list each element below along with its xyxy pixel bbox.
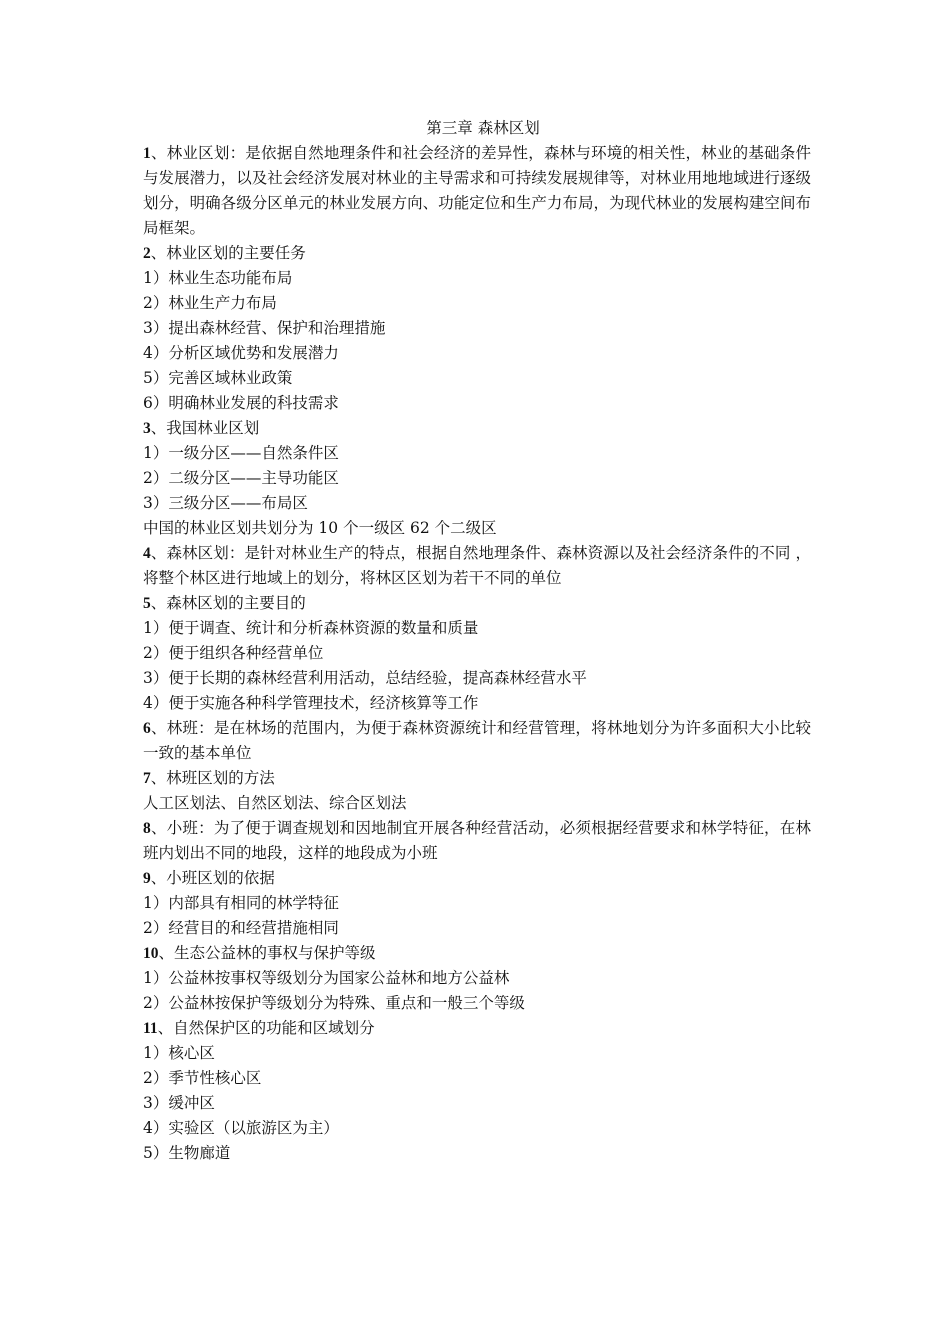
section-heading — [143, 766, 811, 791]
text-line — [143, 366, 811, 391]
section-number: 3 — [143, 420, 151, 437]
text-line — [143, 441, 811, 466]
text-line — [143, 691, 811, 716]
line-text: 2）二级分区——主导功能区 — [143, 469, 339, 487]
line-text: 2）林业生产力布局 — [143, 294, 277, 312]
section-heading — [143, 866, 811, 891]
line-text: 、林业区划的主要任务 — [150, 244, 306, 262]
line-text: 、林班：是在林场的范围内，为便于森林资源统计和经营管理，将林地划分为许多面积大小比较一致的基本单位 — [143, 719, 811, 762]
line-text: 、生态公益林的事权与保护等级 — [158, 944, 376, 962]
line-text: 3）提出森林经营、保护和治理措施 — [143, 319, 386, 337]
text-line — [143, 291, 811, 316]
section-heading — [143, 716, 811, 766]
text-line — [143, 641, 811, 666]
text-line — [143, 1066, 811, 1091]
line-text: 、林班区划的方法 — [150, 769, 275, 787]
line-text: 1）公益林按事权等级划分为国家公益林和地方公益林 — [143, 969, 510, 987]
line-text: 、森林区划：是针对林业生产的特点，根据自然地理条件、森林资源以及社会经济条件的不同 ，将整个林区进行地域上的划分，将林区区划为若干不同的单位 — [143, 544, 811, 587]
line-text: 3）缓冲区 — [143, 1094, 215, 1112]
section-heading — [143, 1016, 811, 1041]
text-line — [143, 1116, 811, 1141]
section-number: 11 — [143, 1020, 158, 1037]
section-number: 1 — [143, 145, 151, 162]
text-line — [143, 491, 811, 516]
text-line — [143, 466, 811, 491]
text-line — [143, 991, 811, 1016]
line-text: 、林业区划：是依据自然地理条件和社会经济的差异性，森林与环境的相关性，林业的基础条件与发展潜力，以及社会经济发展对林业的主导需求和可持续发展规律等，对林业用地地域进行逐级划分，明确各级分区单元的林业发展方向、功能定位和生产力布局，为现代林业的发展构建空间布局框架。 — [143, 144, 811, 237]
text-line — [143, 1141, 811, 1166]
line-text: 4）便于实施各种科学管理技术，经济核算等工作 — [143, 694, 479, 712]
section-number: 2 — [143, 245, 151, 262]
line-text: 4）分析区域优势和发展潜力 — [143, 344, 339, 362]
section-heading — [143, 591, 811, 616]
line-text: 1）便于调查、统计和分析森林资源的数量和质量 — [143, 619, 479, 637]
chapter-title: 第三章 森林区划 — [426, 119, 540, 137]
text-line — [143, 891, 811, 916]
section-heading — [143, 941, 811, 966]
text-line — [143, 391, 811, 416]
document-body — [143, 141, 811, 1166]
line-text: 中国的林业区划共划分为 10 个一级区 62 个二级区 — [143, 519, 497, 537]
text-line — [143, 316, 811, 341]
section-heading — [143, 416, 811, 441]
text-line — [143, 516, 811, 541]
section-number: 6 — [143, 720, 151, 737]
line-text: 2）经营目的和经营措施相同 — [143, 919, 339, 937]
section-heading — [143, 241, 811, 266]
text-line — [143, 666, 811, 691]
text-line — [143, 341, 811, 366]
line-text: 6）明确林业发展的科技需求 — [143, 394, 339, 412]
line-text: 5）生物廊道 — [143, 1144, 231, 1162]
line-text: 1）一级分区——自然条件区 — [143, 444, 339, 462]
line-text: 人工区划法、自然区划法、综合区划法 — [143, 794, 407, 812]
line-text: 、我国林业区划 — [150, 419, 260, 437]
text-line — [143, 266, 811, 291]
document-page — [143, 116, 811, 1166]
section-number: 5 — [143, 595, 151, 612]
section-heading — [143, 141, 811, 241]
line-text: 5）完善区域林业政策 — [143, 369, 293, 387]
section-number: 9 — [143, 870, 151, 887]
line-text: 2）便于组织各种经营单位 — [143, 644, 324, 662]
section-heading — [143, 816, 811, 866]
text-line — [143, 916, 811, 941]
section-number: 8 — [143, 820, 151, 837]
section-number: 7 — [143, 770, 151, 787]
line-text: 1）林业生态功能布局 — [143, 269, 293, 287]
text-line — [143, 966, 811, 991]
line-text: 、小班：为了便于调查规划和因地制宜开展各种经营活动，必须根据经营要求和林学特征，在林班内划出不同的地段，这样的地段成为小班 — [143, 819, 811, 862]
line-text: 1）内部具有相同的林学特征 — [143, 894, 339, 912]
line-text: 4）实验区（以旅游区为主） — [143, 1119, 339, 1137]
line-text: 1）核心区 — [143, 1044, 215, 1062]
text-line — [143, 791, 811, 816]
section-heading — [143, 541, 811, 591]
line-text: 、森林区划的主要目的 — [150, 594, 306, 612]
line-text: 、自然保护区的功能和区域划分 — [157, 1019, 375, 1037]
section-number: 4 — [143, 545, 151, 562]
text-line — [143, 1091, 811, 1116]
text-line — [143, 616, 811, 641]
line-text: 2）季节性核心区 — [143, 1069, 262, 1087]
line-text: 、小班区划的依据 — [150, 869, 275, 887]
section-number: 10 — [143, 945, 159, 962]
line-text: 2）公益林按保护等级划分为特殊、重点和一般三个等级 — [143, 994, 525, 1012]
line-text: 3）三级分区——布局区 — [143, 494, 308, 512]
text-line — [143, 1041, 811, 1066]
line-text: 3）便于长期的森林经营利用活动，总结经验，提高森林经营水平 — [143, 669, 587, 687]
